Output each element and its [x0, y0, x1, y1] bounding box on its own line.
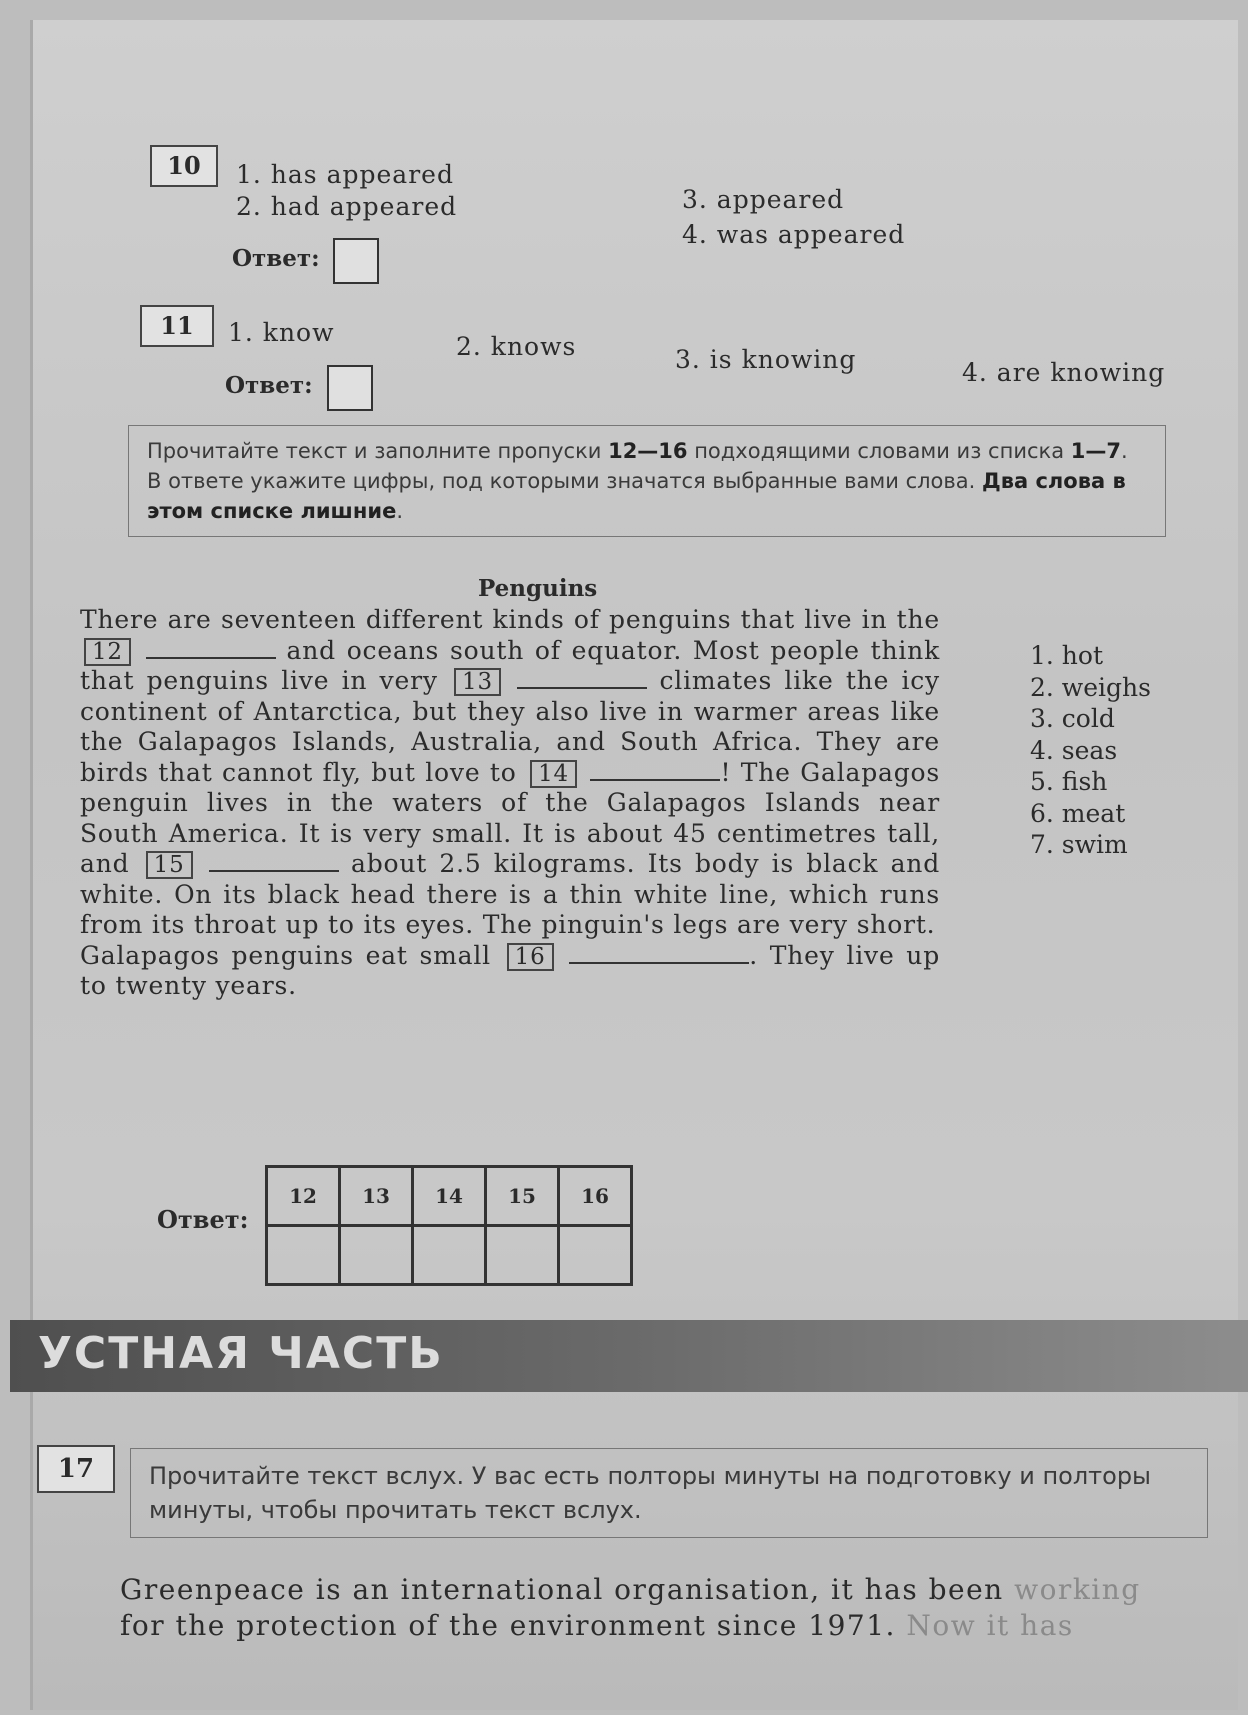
question-number-17: 17 — [37, 1445, 115, 1493]
q17-text-faded-1: working — [1014, 1573, 1141, 1606]
gap-13-blank[interactable] — [517, 667, 647, 689]
gap-16-marker: 16 — [507, 943, 554, 971]
q10-option-3[interactable]: 3. appeared — [682, 185, 845, 214]
q11-option-3[interactable]: 3. is knowing — [675, 345, 857, 374]
word-list-item: 6. meat — [1030, 798, 1126, 828]
passage-s1: There are seventeen different kinds of penguins that live in the — [80, 605, 940, 634]
q17-text-faded-2: Now it has — [906, 1609, 1074, 1642]
answer-cell-15[interactable] — [486, 1226, 559, 1285]
answer-table-label: Ответ: — [157, 1205, 249, 1234]
answer-table-header: 13 — [340, 1167, 413, 1226]
word-list-item: 2. weighs — [1030, 672, 1151, 702]
word-list — [1030, 640, 1151, 861]
passage-s4: ! The Galapagos penguin lives in the waters of the Galapagos Islands near South America. It is very small. It is about 45 centimetres tall, and — [80, 757, 940, 878]
question-number-11: 11 — [140, 305, 214, 347]
q11-option-4[interactable]: 4. are knowing — [962, 358, 1166, 387]
question-number-10: 10 — [150, 145, 218, 187]
passage-s3: climates like the icy continent of Antarctica, but they also live in warmer areas like the Galapagos Islands, Australia, and South Africa. They are birds that cannot fly, but love to — [80, 666, 940, 787]
answer-table-header: 16 — [559, 1167, 632, 1226]
instruction-text-2: подходящими словами из списка — [687, 439, 1071, 463]
section-banner — [10, 1320, 1248, 1392]
gap-13-marker: 13 — [454, 668, 501, 696]
q11-option-2[interactable]: 2. knows — [456, 332, 577, 361]
passage-title: Penguins — [478, 575, 598, 602]
q17-instruction: Прочитайте текст вслух. У вас есть полторы минуты на подготовку и полторы минуты, чтобы прочитать текст вслух. — [149, 1462, 1151, 1524]
instruction-range: 12—16 — [608, 439, 688, 463]
answer-table — [265, 1165, 633, 1286]
instruction-list-range: 1—7 — [1070, 439, 1121, 463]
q10-answer-box[interactable] — [333, 238, 379, 284]
q17-reading-text — [120, 1572, 1200, 1644]
gap-16-blank[interactable] — [569, 942, 749, 964]
instruction-box — [128, 425, 1166, 537]
q10-option-1[interactable]: 1. has appeared — [236, 160, 454, 189]
answer-cell-13[interactable] — [340, 1226, 413, 1285]
answer-cell-16[interactable] — [559, 1226, 632, 1285]
answer-table-header: 15 — [486, 1167, 559, 1226]
passage-s7: . They live up to twenty years. — [80, 940, 940, 1000]
section-banner-title: УСТНАЯ ЧАСТЬ — [38, 1328, 444, 1379]
word-list-item: 4. seas — [1030, 735, 1118, 765]
answer-cell-14[interactable] — [413, 1226, 486, 1285]
answer-cell-12[interactable] — [267, 1226, 340, 1285]
q11-answer-label: Ответ: — [225, 372, 313, 399]
q10-option-2[interactable]: 2. had appeared — [236, 192, 458, 221]
q17-instruction-box — [130, 1448, 1208, 1538]
answer-table-header: 12 — [267, 1167, 340, 1226]
passage-s5: about 2.5 kilograms. Its body is black and white. On its black head there is a thin white line, which runs from its throat up to its eyes. The pinguin's legs are very short. — [80, 849, 940, 939]
instruction-text-1: Прочитайте текст и заполните пропуски — [147, 439, 609, 463]
instruction-text-3: . В ответе укажите цифры, под которыми значатся выбранные вами слова. — [147, 439, 1128, 493]
q10-option-4[interactable]: 4. was appeared — [682, 220, 906, 249]
answer-table-header: 14 — [413, 1167, 486, 1226]
passage-s2: and oceans south of equator. Most people think that penguins live in very — [80, 635, 941, 695]
word-list-item: 1. hot — [1030, 641, 1103, 670]
passage-s6: Galapagos penguins eat small — [80, 940, 491, 970]
q17-text-main: Greenpeace is an international organisation, it has been — [120, 1573, 1004, 1606]
q11-answer-box[interactable] — [327, 365, 373, 411]
q17-text-line-2: for the protection of the environment since 1971. — [120, 1609, 896, 1642]
passage-text — [80, 605, 940, 1002]
gap-14-marker: 14 — [530, 760, 577, 788]
instruction-end: . — [396, 499, 404, 523]
word-list-item: 5. fish — [1030, 767, 1108, 796]
word-list-item: 7. swim — [1030, 830, 1128, 859]
word-list-item: 3. cold — [1030, 704, 1115, 733]
gap-12-marker: 12 — [84, 638, 131, 666]
gap-15-marker: 15 — [146, 851, 193, 879]
instruction-bold: Два слова в этом списке лишние — [147, 469, 1126, 523]
gap-15-blank[interactable] — [209, 850, 339, 872]
q10-answer-label: Ответ: — [232, 245, 320, 272]
q11-option-1[interactable]: 1. know — [228, 318, 335, 347]
gap-12-blank[interactable] — [146, 637, 276, 659]
gap-14-blank[interactable] — [590, 759, 720, 781]
